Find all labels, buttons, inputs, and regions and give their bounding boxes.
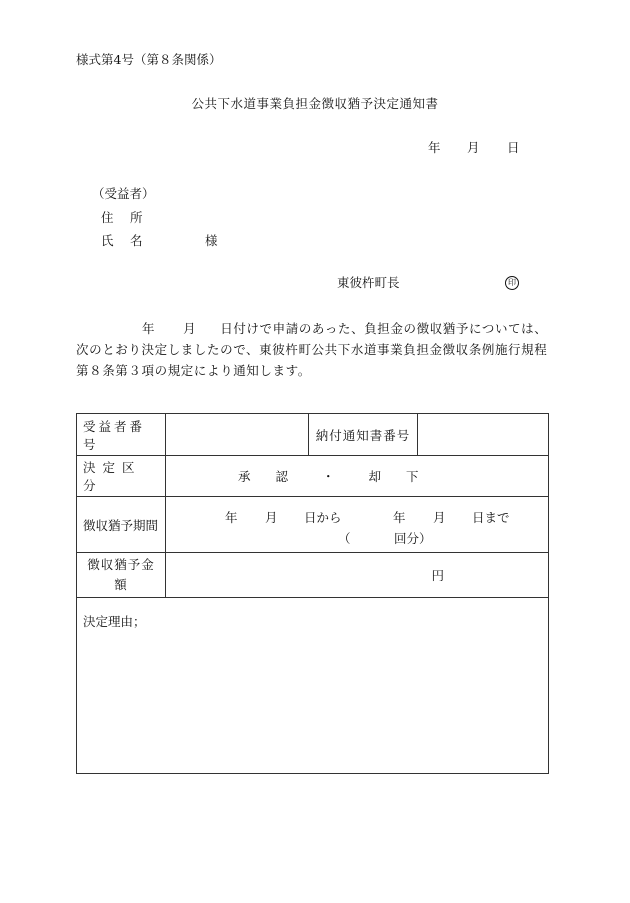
body-month: 月: [183, 321, 197, 336]
beneficiary-number-field[interactable]: [166, 414, 309, 456]
table-row: [77, 598, 549, 774]
period-label: 徴収猶予期間: [77, 497, 166, 553]
seal-icon: 印: [505, 276, 519, 290]
approve-option[interactable]: 承 認: [238, 469, 289, 484]
separator-dot: ・: [322, 469, 335, 484]
decision-table: [76, 413, 549, 774]
decision-label: 決定区分: [77, 456, 166, 497]
period-field[interactable]: [166, 497, 549, 553]
issuer-title: 東彼杵町長: [337, 275, 400, 290]
notice-number-field[interactable]: [418, 414, 549, 456]
installments-close: 回分）: [394, 530, 432, 546]
amount-label: 徴収猶予金額: [77, 553, 166, 598]
period-until: 日まで: [472, 509, 510, 525]
form-number: 様式第4号（第８条関係）: [76, 52, 222, 67]
honorific: 様: [205, 233, 218, 248]
reason-label: 決定理由；: [83, 614, 146, 629]
reject-option[interactable]: 却 下: [368, 469, 419, 484]
table-row: [77, 414, 549, 456]
period-year2: 年: [393, 509, 406, 525]
date-month-label: 月: [467, 140, 480, 155]
body-year: 年: [142, 321, 156, 336]
address-label: 住 所: [101, 210, 145, 225]
body-text: 日付けで申請のあった、負担金の徴収猶予については、次のとおり決定しましたので、東彼杵町公共下水道事業負担金徴収条例施行規程第８条第３項の規定により通知します。: [76, 321, 548, 378]
period-year1: 年: [225, 509, 238, 525]
name-label: 氏 名: [101, 233, 145, 248]
recipient-header: （受益者）: [92, 186, 155, 201]
installments-open: （: [338, 530, 351, 546]
date-year-label: 年: [428, 140, 441, 155]
decision-options: [166, 456, 549, 497]
period-month1: 月: [265, 509, 278, 525]
amount-field[interactable]: [166, 553, 549, 598]
table-row: [77, 456, 549, 497]
table-row: [77, 497, 549, 553]
reason-field[interactable]: [77, 598, 549, 774]
period-month2: 月: [433, 509, 446, 525]
table-row: [77, 553, 549, 598]
document-title: 公共下水道事業負担金徴収猶予決定通知書: [191, 96, 439, 111]
yen-label: 円: [431, 568, 444, 583]
notice-number-label: 納付通知書番号: [309, 414, 418, 456]
period-from: 日から: [304, 509, 342, 525]
seal-mark: [505, 273, 519, 290]
date-day-label: 日: [507, 140, 520, 155]
body-paragraph: [76, 318, 554, 381]
beneficiary-number-label: 受益者番号: [77, 414, 166, 456]
period-content: [172, 503, 542, 547]
